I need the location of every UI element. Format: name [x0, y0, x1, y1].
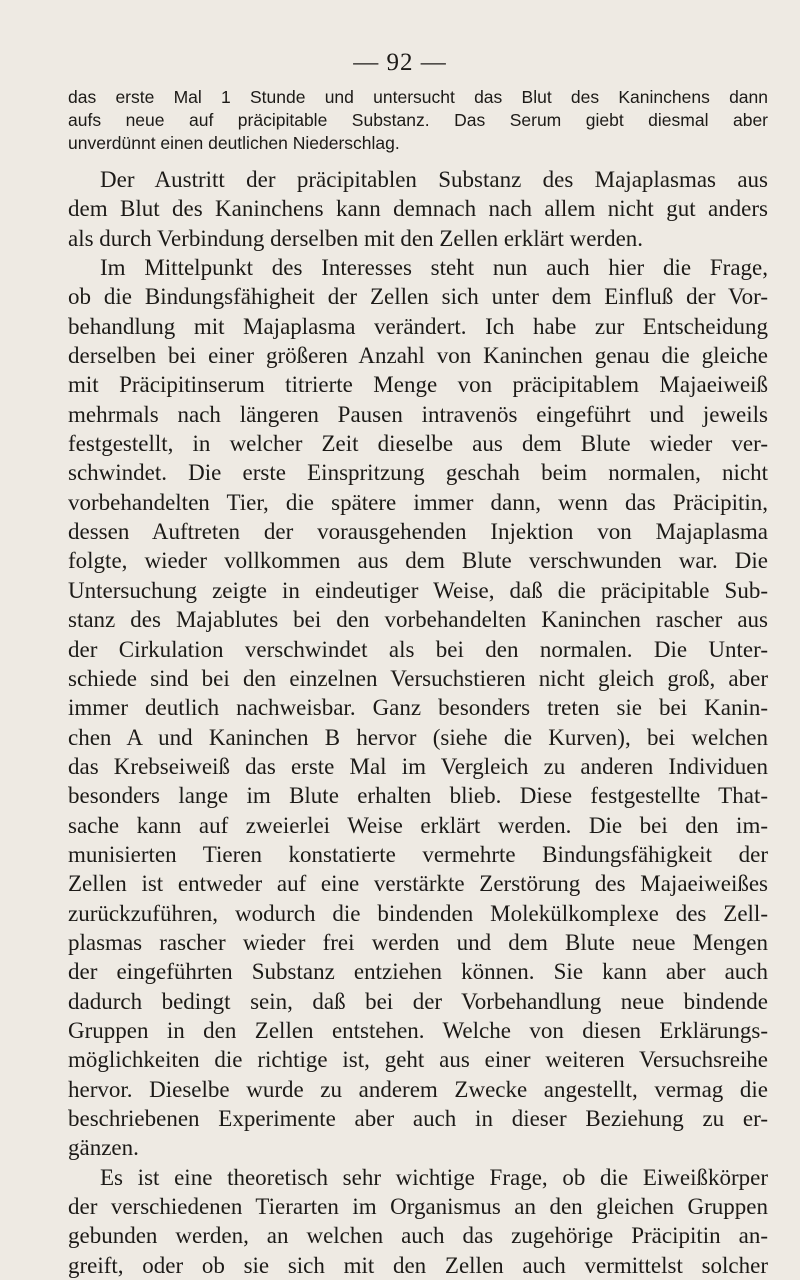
- text-line: Im Mittelpunkt des Interesses steht nun auch hier die Frage,: [100, 255, 768, 281]
- text-line: Es ist eine theoretisch sehr wichtige Frage, ob die Eiweißkörper: [100, 1164, 768, 1190]
- page-number: — 92 —: [353, 49, 447, 76]
- text-line: derselben bei einer größeren Anzahl von Kaninchen genau die gleiche: [68, 343, 768, 369]
- text-line: Der Austritt der präcipitablen Substanz des Majaplasmas aus: [100, 167, 768, 192]
- text-line: Gruppen in den Zellen entstehen. Welche von diesen Erklärungs-: [68, 1017, 768, 1043]
- text-line: dem Blut des Kaninchens kann demnach nach allem nicht gut anders: [68, 196, 768, 222]
- text-line: immer deutlich nachweisbar. Ganz besonders treten sie bei Kanin-: [68, 695, 768, 721]
- text-line: unverdünnt einen deutlichen Niederschlag.: [68, 133, 400, 153]
- text-line: folgte, wieder vollkommen aus dem Blute verschwunden war. Die: [68, 548, 768, 574]
- text-line: mit Präcipitinserum titrierte Menge von präcipitablem Majaeiweiß: [68, 372, 768, 398]
- text-line: hervor. Dieselbe wurde zu anderem Zwecke angestellt, vermag die: [68, 1076, 768, 1102]
- text-line: Zellen ist entweder auf eine verstärkte Zerstörung des Majaeiweißes: [68, 871, 768, 897]
- text-line: der eingeführten Substanz entziehen können. Sie kann aber auch: [68, 959, 768, 985]
- body-text: [68, 165, 768, 1280]
- text-line: munisierten Tieren konstatierte vermehrte Bindungsfähigkeit der: [68, 841, 768, 867]
- text-line: sache kann auf zweierlei Weise erklärt werden. Die bei den im-: [68, 812, 768, 838]
- text-line: dadurch bedingt sein, daß bei der Vorbehandlung neue bindende: [68, 988, 768, 1014]
- text-line: plasmas rascher wieder frei werden und dem Blute neue Mengen: [68, 929, 768, 955]
- text-line: der Cirkulation verschwindet als bei den normalen. Die Unter-: [68, 636, 768, 662]
- text-line: der verschiedenen Tierarten im Organismus an den gleichen Gruppen: [68, 1194, 768, 1220]
- text-line: zurückzuführen, wodurch die bindenden Molekülkomplexe des Zell-: [68, 900, 768, 926]
- text-line: möglichkeiten die richtige ist, geht aus einer weiteren Versuchsreihe: [68, 1047, 768, 1073]
- text-line: festgestellt, in welcher Zeit dieselbe aus dem Blute wieder ver-: [68, 431, 768, 457]
- text-line: gebunden werden, an welchen auch das zugehörige Präcipitin an-: [68, 1223, 768, 1249]
- text-line: besonders lange im Blute erhalten blieb. Diese festgestellte That-: [68, 783, 768, 809]
- text-line: schiede sind bei den einzelnen Versuchstieren nicht gleich groß, aber: [68, 665, 768, 691]
- text-line: chen A und Kaninchen B hervor (siehe die Kurven), bei welchen: [68, 724, 768, 750]
- text-line: stanz des Majablutes bei den vorbehandelten Kaninchen rascher aus: [68, 607, 768, 633]
- text-line: gänzen.: [68, 1135, 139, 1161]
- text-line: mehrmals nach längeren Pausen intravenös eingeführt und jeweils: [68, 401, 768, 427]
- text-line: behandlung mit Majaplasma verändert. Ich habe zur Entscheidung: [68, 313, 768, 339]
- text-line: vorbehandelten Tier, die spätere immer dann, wenn das Präcipitin,: [68, 489, 768, 515]
- text-line: das erste Mal 1 Stunde und untersucht das Blut des Kaninchens dann: [68, 87, 768, 107]
- text-line: greift, oder ob sie sich mit den Zellen auch vermittelst solcher: [68, 1252, 768, 1278]
- text-line: aufs neue auf präcipitable Substanz. Das Serum giebt diesmal aber: [68, 110, 768, 130]
- text-line: als durch Verbindung derselben mit den Zellen erklärt werden.: [68, 225, 644, 251]
- text-line: das Krebseiweiß das erste Mal im Vergleich zu anderen Individuen: [68, 753, 768, 779]
- intro-paragraph: [68, 86, 768, 155]
- text-line: schwindet. Die erste Einspritzung geschah beim normalen, nicht: [68, 460, 768, 486]
- text-line: Untersuchung zeigte in eindeutiger Weise, daß die präcipitable Sub-: [68, 577, 768, 603]
- text-line: dessen Auftreten der vorausgehenden Injektion von Majaplasma: [68, 519, 768, 545]
- text-line: ob die Bindungsfähigheit der Zellen sich unter dem Einfluß der Vor-: [68, 284, 768, 310]
- text-line: beschriebenen Experimente aber auch in dieser Beziehung zu er-: [68, 1106, 768, 1131]
